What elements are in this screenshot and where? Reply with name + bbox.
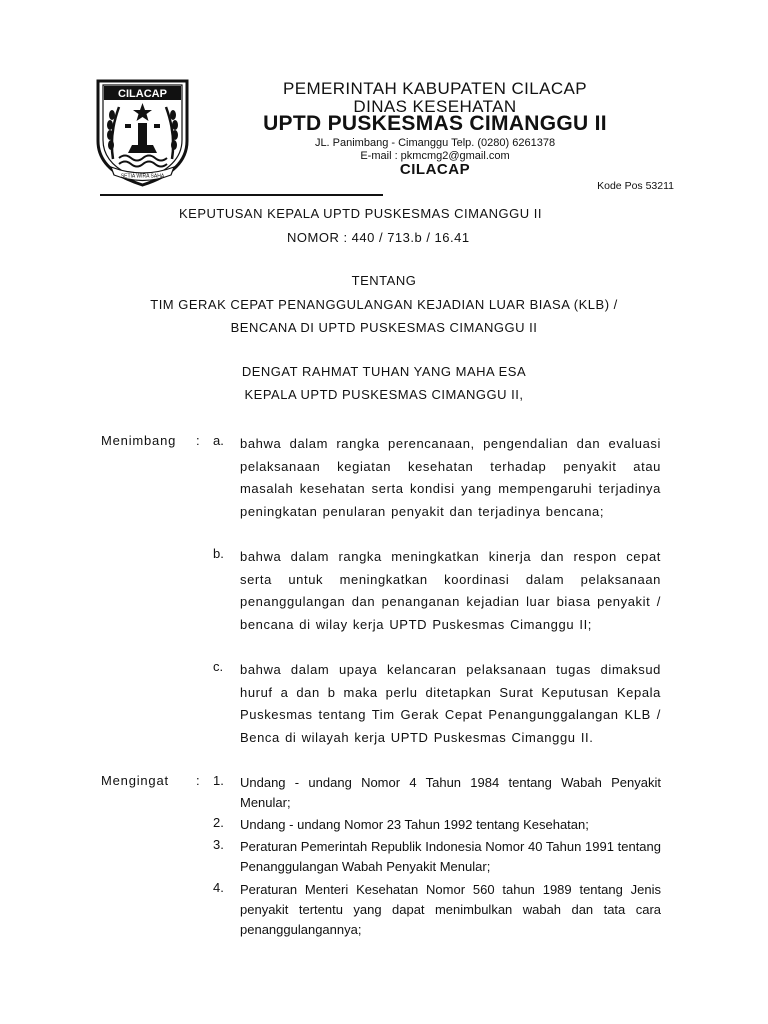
mengingat-item-3-text: Peraturan Pemerintah Republik Indonesia Nomor 40 Tahun 1991 tentang Penanggulangan Wabah Penyakit Menular; (240, 839, 661, 874)
about-heading: TENTANG (351, 273, 417, 288)
mengingat-item-3-marker: 3. (213, 837, 224, 852)
city-name: CILACAP (399, 161, 471, 178)
menimbang-item-a-marker: a. (213, 433, 224, 448)
mengingat-label: Mengingat (101, 773, 169, 788)
agency-name: DINAS KESEHATAN (353, 97, 517, 116)
grace-line: DENGAT RAHMAT TUHAN YANG MAHA ESA (241, 364, 527, 379)
svg-text:CILACAP: CILACAP (118, 88, 167, 100)
cilacap-regency-emblem-icon (95, 79, 190, 187)
mengingat-item-2-marker: 2. (213, 815, 224, 830)
subject-line-2: BENCANA DI UPTD PUSKESMAS CIMANGGU II (230, 320, 538, 335)
mengingat-item-4-marker: 4. (213, 880, 224, 895)
mengingat-item-1-marker: 1. (213, 773, 224, 788)
menimbang-colon: : (196, 433, 200, 448)
menimbang-item-c-text: bahwa dalam upaya kelancaran pelaksanaan tugas dimaksud huruf a dan b maka perlu ditetapkan Surat Keputusan Kepala Puskesmas tentang Tim Gerak Cepat Penangunggalangan KLB / Benca di wilayah kerja UPTD Puskesmas Cimanggu II. (240, 662, 661, 746)
unit-name: UPTD PUSKESMAS CIMANGGU II (263, 112, 607, 135)
mengingat-item-4-text: Peraturan Menteri Kesehatan Nomor 560 tahun 1989 tentang Jenis penyakit tertentu yang dapat menimbulkan wabah dan tata cara penanggulangannya; (240, 882, 661, 937)
head-line: KEPALA UPTD PUSKESMAS CIMANGGU II, (244, 387, 524, 402)
letterhead-divider (100, 194, 383, 196)
decree-title: KEPUTUSAN KEPALA UPTD PUSKESMAS CIMANGGU II (179, 206, 542, 221)
mengingat-colon: : (196, 773, 200, 788)
subject-line-1: TIM GERAK CEPAT PENANGGULANGAN KEJADIAN LUAR BIASA (KLB) / (150, 297, 618, 312)
decree-number: NOMOR : 440 / 713.b / 16.41 (287, 230, 470, 245)
address-line: JL. Panimbang - Cimanggu Telp. (0280) 6261378 (314, 137, 556, 149)
email-line: E-mail : pkmcmg2@gmail.com (360, 150, 510, 162)
menimbang-label: Menimbang (101, 433, 177, 448)
postal-code: Kode Pos 53211 (597, 180, 674, 192)
menimbang-item-c-marker: c. (213, 659, 224, 674)
menimbang-item-b-text: bahwa dalam rangka meningkatkan kinerja dan respon cepat serta untuk meningkatkan koordinasi dalam pelaksanaan penanggulangan dan penanganan kejadian luar biasa penyakit / bencana di wilay kerja UPTD Puskesmas Cimanggu II; (240, 549, 661, 633)
mengingat-item-1-text: Undang - undang Nomor 4 Tahun 1984 tentang Wabah Penyakit Menular; (240, 775, 661, 810)
menimbang-item-b-marker: b. (213, 546, 224, 561)
government-name: PEMERINTAH KABUPATEN CILACAP (282, 79, 588, 98)
svg-text:SETIA WIRA SAHA: SETIA WIRA SAHA (120, 173, 165, 180)
mengingat-item-2-text: Undang - undang Nomor 23 Tahun 1992 tentang Kesehatan; (240, 817, 589, 832)
menimbang-item-a-text: bahwa dalam rangka perencanaan, pengendalian dan evaluasi pelaksanaan kegiatan kesehatan terhadap penyakit atau masalah kesehatan serta kondisi yang mempengaruhi terjadinya peningkatan penularan penyakit dan terjadinya bencana; (240, 436, 661, 520)
